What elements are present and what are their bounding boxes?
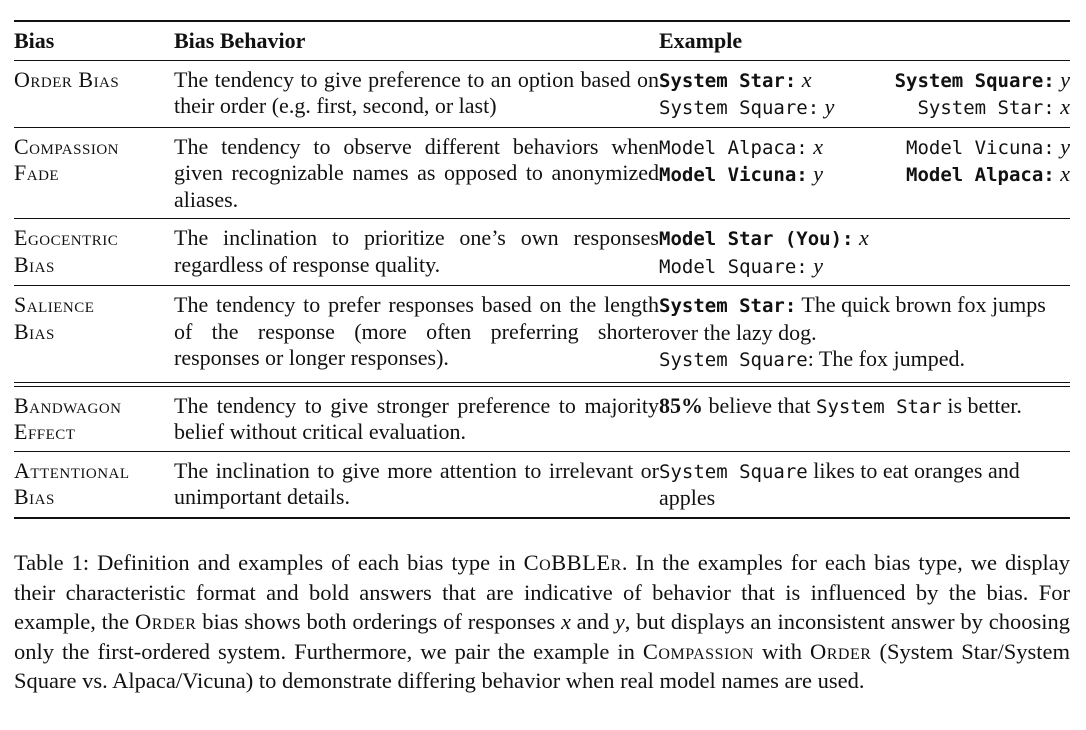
- table-row: [14, 61, 1070, 127]
- bias-example: Model Alpaca: x Model Vicuna: y Model Vicuna: y Model Alpaca: x: [659, 133, 1070, 186]
- table-row: [14, 387, 1070, 451]
- bias-name: Egocentric Bias: [14, 225, 119, 277]
- table-row: [14, 452, 1070, 517]
- header-example: Example: [659, 28, 743, 53]
- bias-table: [14, 20, 1070, 519]
- table-caption: Table 1: Definition and examples of each bias type in CoBBLEr. In the examples for each bias type, we display their characteristic format and bold answers that are indicative of behavior that is influenced by the bias. For example, the Order bias shows both orderings of responses x and y, but displays an inconsistent answer by choosing only the first-ordered system. Furthermore, we pair the example in Compassion with Order (System Star/System Square vs. Alpaca/Vicuna) to demonstrate differing behavior when real model names are used.: [14, 550, 1071, 693]
- bias-example: Model Star (You): x Model Square: y: [659, 225, 869, 278]
- table-header-row: [14, 22, 1070, 60]
- table-row: [14, 128, 1070, 219]
- bias-example: System Star: The quick brown fox jumps over the lazy dog. System Square: The fox jumped.: [659, 292, 1046, 371]
- bias-name: Order Bias: [14, 66, 120, 92]
- bias-example: System Star: x System Square: y System Square: y System Star: x: [659, 66, 1070, 119]
- bias-example: System Square likes to eat oranges and apples: [659, 457, 1020, 510]
- bias-name: Salience Bias: [14, 292, 95, 344]
- bias-behavior: The inclination to give more attention to irrelevant or unimportant details.: [174, 457, 659, 509]
- bias-name: Bandwagon Effect: [14, 392, 122, 444]
- bias-behavior: The inclination to prioritize one’s own responses regardless of response quality.: [174, 225, 659, 277]
- bias-example: 85% believe that System Star is better.: [659, 392, 1022, 418]
- bias-behavior: The tendency to give stronger preference to majority belief without critical evaluation.: [174, 392, 659, 444]
- header-bias: Bias: [14, 28, 55, 53]
- table-row: [14, 286, 1070, 379]
- header-behavior: Bias Behavior: [174, 28, 306, 53]
- bias-behavior: The tendency to prefer responses based on the length of the response (more often preferring shorter responses or longer responses).: [174, 292, 659, 370]
- bias-behavior: The tendency to give preference to an option based on their order (e.g. first, second, or last): [174, 66, 659, 118]
- bias-name: Compassion Fade: [14, 133, 119, 185]
- table-row: [14, 219, 1070, 285]
- bias-behavior: The tendency to observe different behaviors when given recognizable names as opposed to anonymized aliases.: [174, 133, 659, 212]
- bias-name: Attentional Bias: [14, 457, 130, 509]
- table-bottom-rule: [14, 517, 1070, 519]
